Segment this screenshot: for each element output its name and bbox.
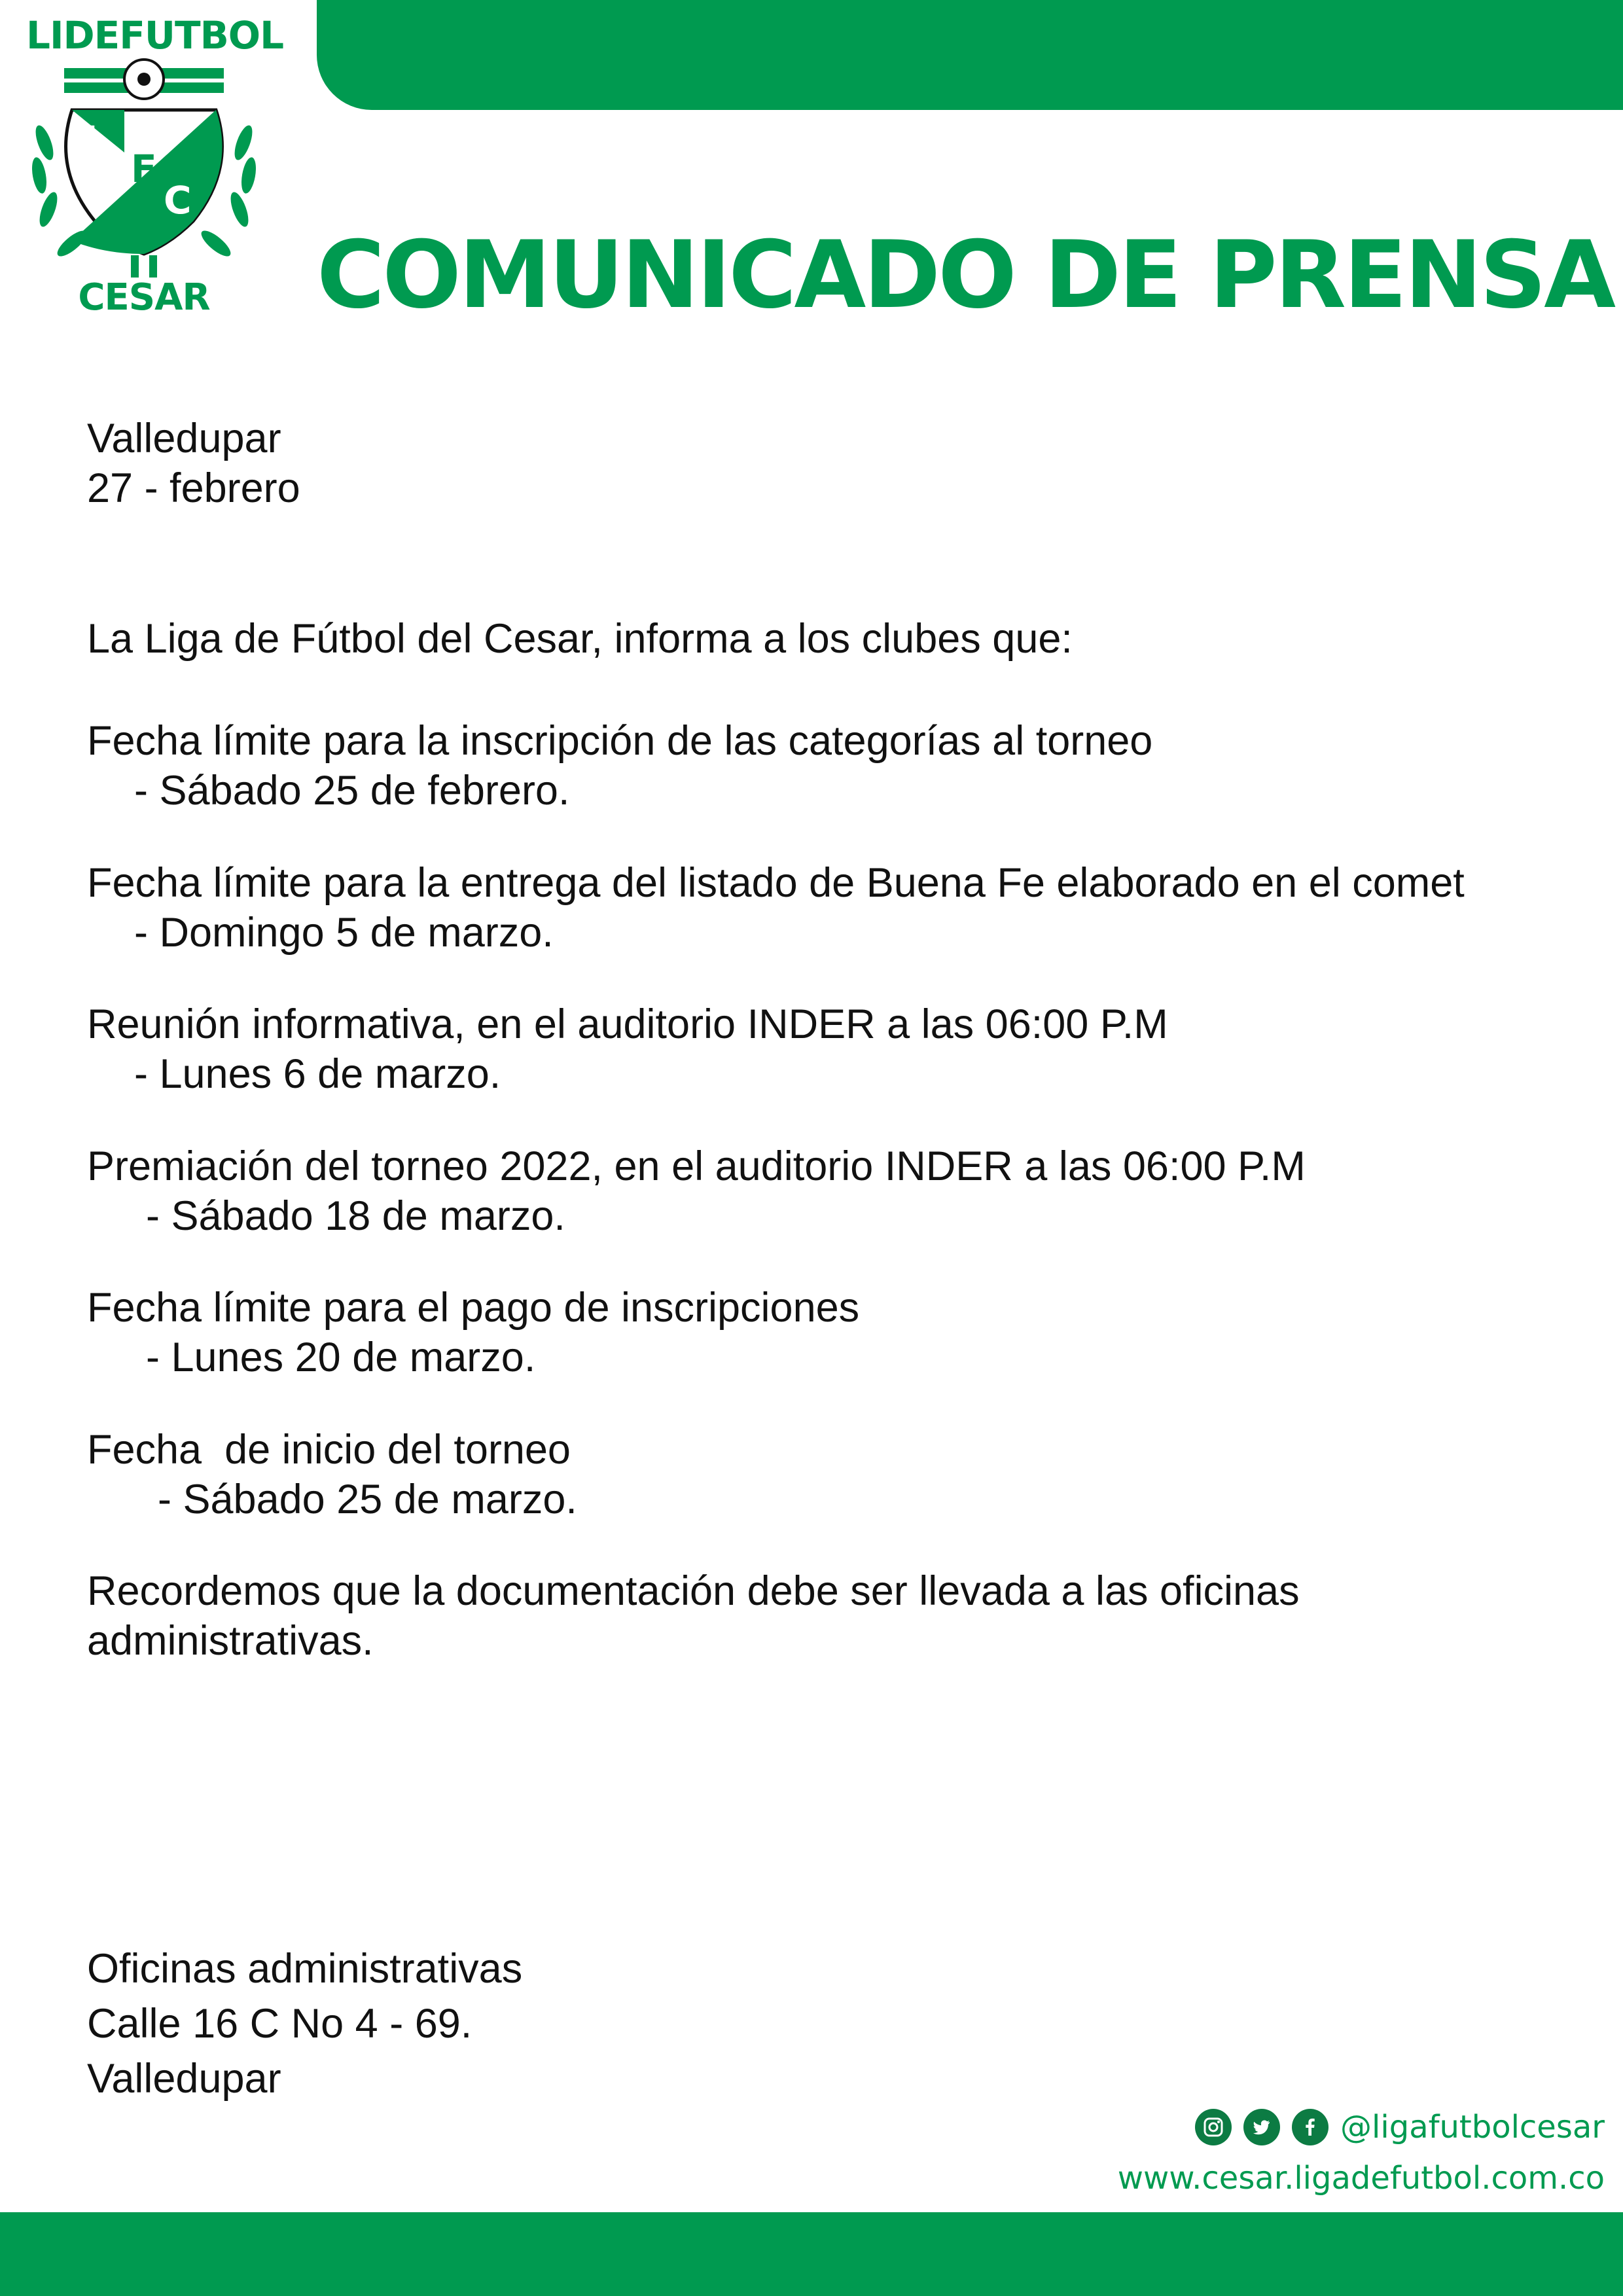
league-logo [26, 7, 284, 321]
item-date: - Sábado 18 de marzo. [146, 1193, 565, 1239]
list-item [87, 1141, 1306, 1241]
item-date: - Sábado 25 de marzo. [158, 1477, 577, 1522]
item-title: Fecha de inicio del torneo [87, 1427, 571, 1473]
intro-paragraph: La Liga de Fútbol del Cesar, informa a los clubes que: [87, 616, 1073, 662]
facebook-icon[interactable] [1292, 2109, 1329, 2145]
list-item [87, 999, 1168, 1099]
item-date: - Domingo 5 de marzo. [134, 910, 554, 956]
header-bar [317, 0, 1623, 110]
logo-letter-l: L [84, 118, 108, 162]
location-date [87, 414, 300, 513]
reminder-line-2: administrativas. [87, 1618, 374, 1664]
item-title: Fecha límite para el pago de inscripciones [87, 1285, 860, 1331]
address-line-2: Calle 16 C No 4 - 69. [87, 2001, 473, 2047]
website-link[interactable]: www.cesar.ligadefutbol.com.co [1117, 2160, 1605, 2197]
logo-letter-c: C [164, 178, 192, 223]
item-date: - Sábado 25 de febrero. [134, 768, 570, 814]
address-line-1: Oficinas administrativas [87, 1946, 523, 1992]
reminder-line-1: Recordemos que la documentación debe ser llevada a las oficinas [87, 1568, 1300, 1614]
logo-bottom-text: CESAR [78, 276, 210, 319]
list-item [87, 1425, 577, 1524]
item-title: Reunión informativa, en el auditorio INDER a las 06:00 P.M [87, 1001, 1168, 1047]
city: Valledupar [87, 416, 281, 461]
social-links [1195, 2109, 1605, 2145]
logo-top-text: LIDEFUTBOL [26, 13, 284, 58]
item-date: - Lunes 6 de marzo. [134, 1051, 501, 1097]
footer-bar [0, 2212, 1623, 2296]
twitter-icon[interactable] [1243, 2109, 1280, 2145]
page-title: COMUNICADO DE PRENSA [317, 221, 1614, 329]
item-title: Fecha límite para la entrega del listado de Buena Fe elaborado en el comet [87, 860, 1465, 906]
logo-letter-f: F [131, 147, 157, 191]
item-date: - Lunes 20 de marzo. [146, 1335, 536, 1380]
item-title: Fecha límite para la inscripción de las categorías al torneo [87, 718, 1153, 764]
date: 27 - febrero [87, 465, 300, 511]
logo-crest-icon [26, 58, 262, 280]
address-block [87, 1941, 522, 2106]
instagram-icon[interactable] [1195, 2109, 1232, 2145]
list-item [87, 716, 1152, 816]
address-line-3: Valledupar [87, 2056, 281, 2102]
item-title: Premiación del torneo 2022, en el auditorio INDER a las 06:00 P.M [87, 1143, 1306, 1189]
list-item [87, 1283, 859, 1382]
social-handle[interactable]: @ligafutbolcesar [1340, 2109, 1605, 2145]
reminder-paragraph [87, 1566, 1300, 1666]
list-item [87, 858, 1465, 958]
